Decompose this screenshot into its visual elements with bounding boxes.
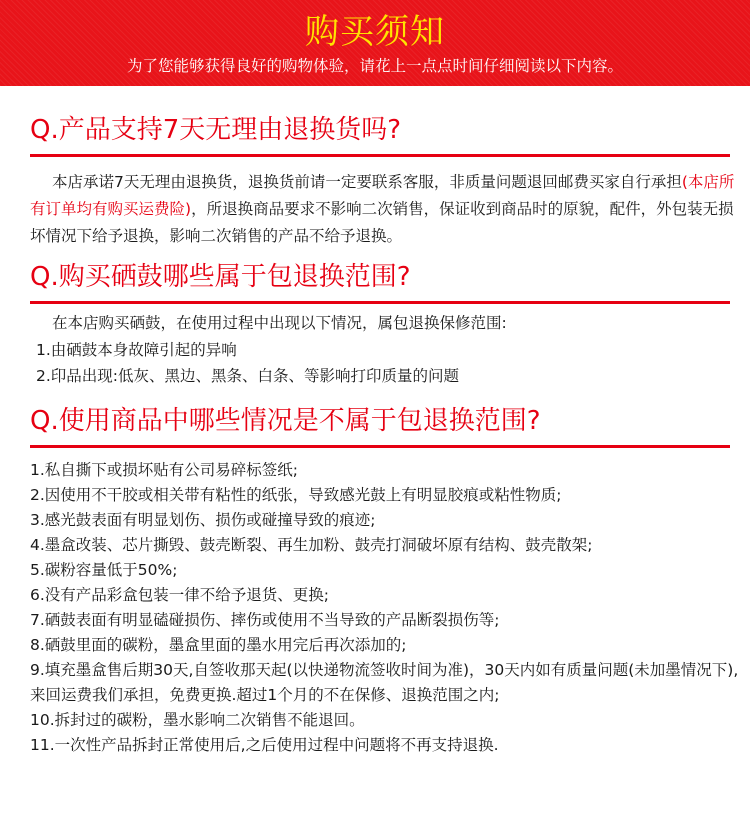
list-item: 9.填充墨盒售后期30天,自签收那天起(以快递物流签收时间为准)，30天内如有质量问题(未加墨情况下),来回运费我们承担，免费更换.超过1个月的不在保修、退换范围之内; [30, 661, 739, 704]
list-item: 6.没有产品彩盒包装一律不给予退货、更换; [30, 586, 330, 604]
header-banner [0, 0, 750, 86]
section-divider-1 [30, 154, 730, 157]
banner-subtitle: 为了您能够获得良好的购物体验，请花上一点点时间仔细阅读以下内容。 [126, 57, 623, 75]
list-item: 3.感光鼓表面有明显划伤、损伤或碰撞导致的痕迹; [30, 511, 376, 529]
question-heading-2: Q.购买硒鼓哪些属于包退换范围? [30, 262, 411, 292]
section1-text-after: ，所退换商品要求不影响二次销售，保证收到商品时的原貌，配件，外包装无损坏情况下给予退换，影响二次销售的产品不给予退换。 [30, 200, 734, 245]
list-item: 4.墨盒改装、芯片撕毁、鼓壳断裂、再生加粉、鼓壳打洞破坏原有结构、鼓壳散架; [30, 536, 593, 554]
list-item: 10.拆封过的碳粉，墨水影响二次销售不能退回。 [30, 711, 365, 729]
section-divider-2 [30, 301, 730, 304]
list-item: 11.一次性产品拆封正常使用后,之后使用过程中问题将不再支持退换. [30, 736, 499, 754]
section2-intro [30, 310, 745, 337]
list-item: 1.由硒鼓本身故障引起的异响 [36, 341, 237, 359]
list-item: 8.硒鼓里面的碳粉，墨盒里面的墨水用完后再次添加的; [30, 636, 407, 654]
list-item: 1.私自撕下或损坏贴有公司易碎标签纸; [30, 461, 299, 479]
shipping-insurance-note: (本店所有订单均有购买运费险) [30, 173, 735, 218]
section2-intro-text: 在本店购买硒鼓，在使用过程中出现以下情况，属包退换保修范围: [52, 314, 507, 332]
list-item: 2.印品出现:低灰、黑边、黑条、白条、等影响打印质量的问题 [36, 367, 460, 385]
list-item: 2.因使用不干胶或相关带有粘性的纸张，导致感光鼓上有明显胶痕或粘性物质; [30, 486, 562, 504]
list-item: 7.硒鼓表面有明显磕碰损伤、摔伤或使用不当导致的产品断裂损伤等; [30, 611, 500, 629]
section1-paragraph [30, 169, 745, 250]
covered-cases-list [36, 337, 750, 389]
banner-title: 购买须知 [305, 12, 445, 52]
section-divider-3 [30, 445, 730, 448]
section1-text-before: 本店承诺7天无理由退换货，退换货前请一定要联系客服，非质量问题退回邮费买家自行承担 [52, 173, 682, 191]
question-heading-3: Q.使用商品中哪些情况是不属于包退换范围? [30, 406, 541, 436]
question-heading-1: Q.产品支持7天无理由退换货吗? [30, 115, 402, 145]
excluded-cases-list [30, 458, 745, 758]
list-item: 5.碳粉容量低于50%; [30, 561, 178, 579]
